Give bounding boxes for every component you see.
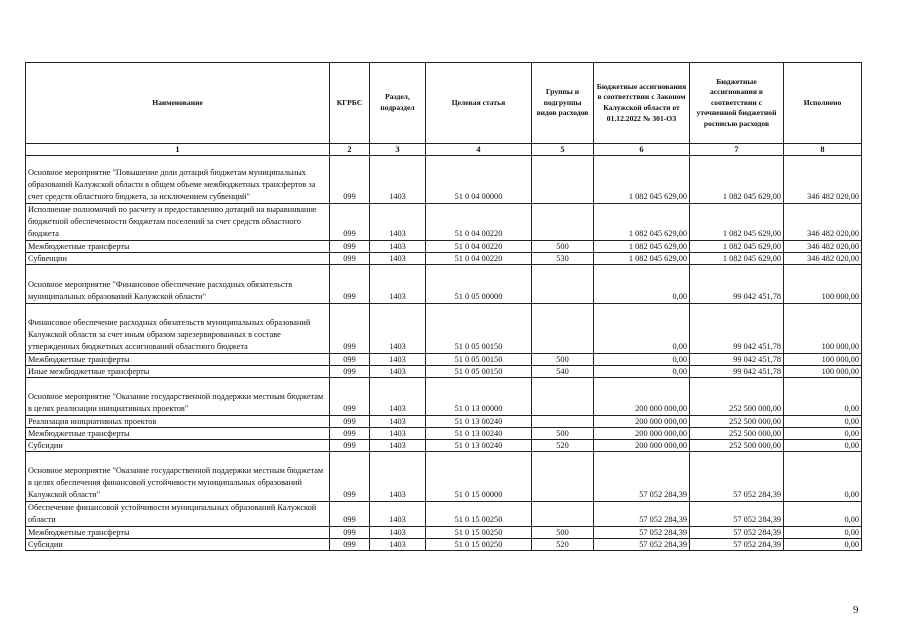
cell-kgrbs: 099 — [330, 241, 370, 253]
cell-section: 1403 — [370, 428, 426, 440]
table-row — [26, 428, 862, 440]
cell-section: 1403 — [370, 440, 426, 452]
table-row — [26, 265, 862, 304]
cell-section: 1403 — [370, 416, 426, 428]
col-number: 8 — [784, 144, 862, 156]
table-row — [26, 366, 862, 378]
cell-target: 51 0 15 00250 — [426, 502, 532, 527]
cell-name: Межбюджетные трансферты — [26, 527, 330, 539]
cell-law: 1 082 045 629,00 — [594, 253, 690, 265]
cell-executed: 0,00 — [784, 428, 862, 440]
cell-target: 51 0 05 00150 — [426, 354, 532, 366]
cell-name: Обеспечение финансовой устойчивости муниципальных образований Калужской области — [26, 502, 330, 527]
cell-target: 51 0 13 00240 — [426, 440, 532, 452]
cell-group: 500 — [532, 241, 594, 253]
cell-executed: 0,00 — [784, 452, 862, 502]
cell-group: 520 — [532, 440, 594, 452]
cell-refined: 57 052 284,39 — [690, 527, 784, 539]
budget-table — [25, 62, 862, 551]
col-header-refined: Бюджетные ассигнования в соответствии с уточненной бюджетной росписью расходов — [690, 63, 784, 144]
cell-target: 51 0 05 00150 — [426, 366, 532, 378]
col-header-name: Наименование — [26, 63, 330, 144]
cell-refined: 1 082 045 629,00 — [690, 253, 784, 265]
cell-executed: 0,00 — [784, 502, 862, 527]
cell-section: 1403 — [370, 539, 426, 551]
table-row — [26, 156, 862, 204]
cell-kgrbs: 099 — [330, 354, 370, 366]
cell-target: 51 0 04 00220 — [426, 241, 532, 253]
cell-law: 1 082 045 629,00 — [594, 156, 690, 204]
cell-refined: 252 500 000,00 — [690, 428, 784, 440]
cell-executed: 0,00 — [784, 416, 862, 428]
table-row — [26, 204, 862, 241]
cell-executed: 100 000,00 — [784, 354, 862, 366]
cell-name: Исполнение полномочий по расчету и предоставлению дотаций на выравнивание бюджетной обеспеченности бюджетам поселений за счет средств областного бюджета — [26, 204, 330, 241]
cell-kgrbs: 099 — [330, 156, 370, 204]
cell-target: 51 0 15 00000 — [426, 452, 532, 502]
table-row — [26, 253, 862, 265]
cell-executed: 0,00 — [784, 527, 862, 539]
cell-law: 200 000 000,00 — [594, 416, 690, 428]
cell-target: 51 0 15 00250 — [426, 539, 532, 551]
col-header-groups: Группы и подгруппы видов расходов — [532, 63, 594, 144]
cell-kgrbs: 099 — [330, 527, 370, 539]
cell-name: Реализация инициативных проектов — [26, 416, 330, 428]
col-number: 5 — [532, 144, 594, 156]
col-header-section: Раздел, подраздел — [370, 63, 426, 144]
cell-name: Субсидии — [26, 539, 330, 551]
cell-kgrbs: 099 — [330, 440, 370, 452]
cell-group — [532, 265, 594, 304]
cell-group — [532, 204, 594, 241]
col-number: 6 — [594, 144, 690, 156]
cell-law: 200 000 000,00 — [594, 428, 690, 440]
cell-section: 1403 — [370, 366, 426, 378]
cell-section: 1403 — [370, 253, 426, 265]
header-row — [26, 63, 862, 144]
table-row — [26, 539, 862, 551]
cell-kgrbs: 099 — [330, 204, 370, 241]
cell-name: Основное мероприятие "Повышение доли дотаций бюджетам муниципальных образований Калужской области в общем объеме межбюджетных трансфертов за счет средств областного бюджета, за исключением субвенций" — [26, 156, 330, 204]
table-row — [26, 502, 862, 527]
page-number: 9 — [853, 604, 859, 616]
cell-name: Межбюджетные трансферты — [26, 241, 330, 253]
cell-executed: 346 482 020,00 — [784, 241, 862, 253]
cell-section: 1403 — [370, 241, 426, 253]
cell-law: 57 052 284,39 — [594, 502, 690, 527]
cell-group: 540 — [532, 366, 594, 378]
cell-law: 200 000 000,00 — [594, 440, 690, 452]
table-row — [26, 304, 862, 354]
cell-law: 57 052 284,39 — [594, 452, 690, 502]
cell-section: 1403 — [370, 354, 426, 366]
col-header-law: Бюджетные ассигнования в соответствии с Законом Калужской области от 01.12.2022 № 301-ОЗ — [594, 63, 690, 144]
table-row — [26, 416, 862, 428]
cell-executed: 100 000,00 — [784, 304, 862, 354]
col-number: 1 — [26, 144, 330, 156]
cell-group — [532, 502, 594, 527]
cell-name: Субвенции — [26, 253, 330, 265]
cell-target: 51 0 13 00240 — [426, 416, 532, 428]
cell-law: 0,00 — [594, 265, 690, 304]
col-number: 3 — [370, 144, 426, 156]
cell-name: Финансовое обеспечение расходных обязательств муниципальных образований Калужской области за счет иным образом зарезервированных в составе утвержденных бюджетных ассигнований областного бюджета — [26, 304, 330, 354]
cell-executed: 0,00 — [784, 378, 862, 416]
cell-target: 51 0 04 00220 — [426, 204, 532, 241]
cell-group: 500 — [532, 527, 594, 539]
cell-law: 1 082 045 629,00 — [594, 204, 690, 241]
cell-executed: 346 482 020,00 — [784, 253, 862, 265]
cell-name: Субсидии — [26, 440, 330, 452]
cell-kgrbs: 099 — [330, 502, 370, 527]
cell-refined: 57 052 284,39 — [690, 502, 784, 527]
cell-group: 500 — [532, 354, 594, 366]
cell-law: 1 082 045 629,00 — [594, 241, 690, 253]
cell-target: 51 0 04 00220 — [426, 253, 532, 265]
cell-kgrbs: 099 — [330, 539, 370, 551]
cell-name: Иные межбюджетные трансферты — [26, 366, 330, 378]
column-number-row — [26, 144, 862, 156]
cell-target: 51 0 13 00240 — [426, 428, 532, 440]
col-header-executed: Исполнено — [784, 63, 862, 144]
cell-section: 1403 — [370, 452, 426, 502]
cell-kgrbs: 099 — [330, 253, 370, 265]
table-row — [26, 378, 862, 416]
cell-refined: 1 082 045 629,00 — [690, 156, 784, 204]
cell-law: 0,00 — [594, 354, 690, 366]
cell-refined: 1 082 045 629,00 — [690, 241, 784, 253]
table-row — [26, 527, 862, 539]
cell-kgrbs: 099 — [330, 428, 370, 440]
table-row — [26, 440, 862, 452]
cell-target: 51 0 13 00000 — [426, 378, 532, 416]
cell-target: 51 0 15 00250 — [426, 527, 532, 539]
cell-section: 1403 — [370, 527, 426, 539]
cell-group — [532, 452, 594, 502]
cell-refined: 252 500 000,00 — [690, 378, 784, 416]
cell-law: 0,00 — [594, 304, 690, 354]
table-row — [26, 354, 862, 366]
cell-kgrbs: 099 — [330, 366, 370, 378]
cell-target: 51 0 05 00150 — [426, 304, 532, 354]
cell-refined: 99 042 451,78 — [690, 366, 784, 378]
cell-section: 1403 — [370, 502, 426, 527]
col-number: 4 — [426, 144, 532, 156]
cell-group — [532, 378, 594, 416]
table-row — [26, 241, 862, 253]
cell-section: 1403 — [370, 265, 426, 304]
cell-name: Основное мероприятие "Оказание государственной поддержки местным бюджетам в целях реализации инициативных проектов" — [26, 378, 330, 416]
cell-name: Основное мероприятие "Оказание государственной поддержки местным бюджетам в целях обеспечения финансовой устойчивости муниципальных образований Калужской области" — [26, 452, 330, 502]
cell-group — [532, 304, 594, 354]
cell-executed: 0,00 — [784, 539, 862, 551]
cell-group: 520 — [532, 539, 594, 551]
cell-target: 51 0 04 00000 — [426, 156, 532, 204]
cell-name: Межбюджетные трансферты — [26, 354, 330, 366]
cell-section: 1403 — [370, 204, 426, 241]
cell-group — [532, 416, 594, 428]
cell-group — [532, 156, 594, 204]
table-row — [26, 452, 862, 502]
col-number: 2 — [330, 144, 370, 156]
cell-refined: 252 500 000,00 — [690, 416, 784, 428]
cell-kgrbs: 099 — [330, 265, 370, 304]
cell-refined: 99 042 451,78 — [690, 304, 784, 354]
cell-refined: 57 052 284,39 — [690, 539, 784, 551]
col-header-kgrbs: КГРБС — [330, 63, 370, 144]
cell-law: 57 052 284,39 — [594, 527, 690, 539]
cell-law: 0,00 — [594, 366, 690, 378]
cell-kgrbs: 099 — [330, 304, 370, 354]
cell-name: Межбюджетные трансферты — [26, 428, 330, 440]
cell-target: 51 0 05 00000 — [426, 265, 532, 304]
cell-section: 1403 — [370, 304, 426, 354]
cell-refined: 57 052 284,39 — [690, 452, 784, 502]
cell-executed: 100 000,00 — [784, 265, 862, 304]
cell-kgrbs: 099 — [330, 378, 370, 416]
col-header-target: Целевая статья — [426, 63, 532, 144]
cell-executed: 100 000,00 — [784, 366, 862, 378]
cell-kgrbs: 099 — [330, 452, 370, 502]
cell-section: 1403 — [370, 156, 426, 204]
cell-executed: 0,00 — [784, 440, 862, 452]
cell-executed: 346 482 020,00 — [784, 204, 862, 241]
cell-name: Основное мероприятие "Финансовое обеспечение расходных обязательств муниципальных образований Калужской области" — [26, 265, 330, 304]
cell-refined: 1 082 045 629,00 — [690, 204, 784, 241]
cell-group: 530 — [532, 253, 594, 265]
col-number: 7 — [690, 144, 784, 156]
cell-refined: 99 042 451,78 — [690, 265, 784, 304]
cell-group: 500 — [532, 428, 594, 440]
cell-law: 57 052 284,39 — [594, 539, 690, 551]
cell-refined: 252 500 000,00 — [690, 440, 784, 452]
cell-kgrbs: 099 — [330, 416, 370, 428]
cell-section: 1403 — [370, 378, 426, 416]
cell-executed: 346 482 020,00 — [784, 156, 862, 204]
cell-refined: 99 042 451,78 — [690, 354, 784, 366]
cell-law: 200 000 000,00 — [594, 378, 690, 416]
